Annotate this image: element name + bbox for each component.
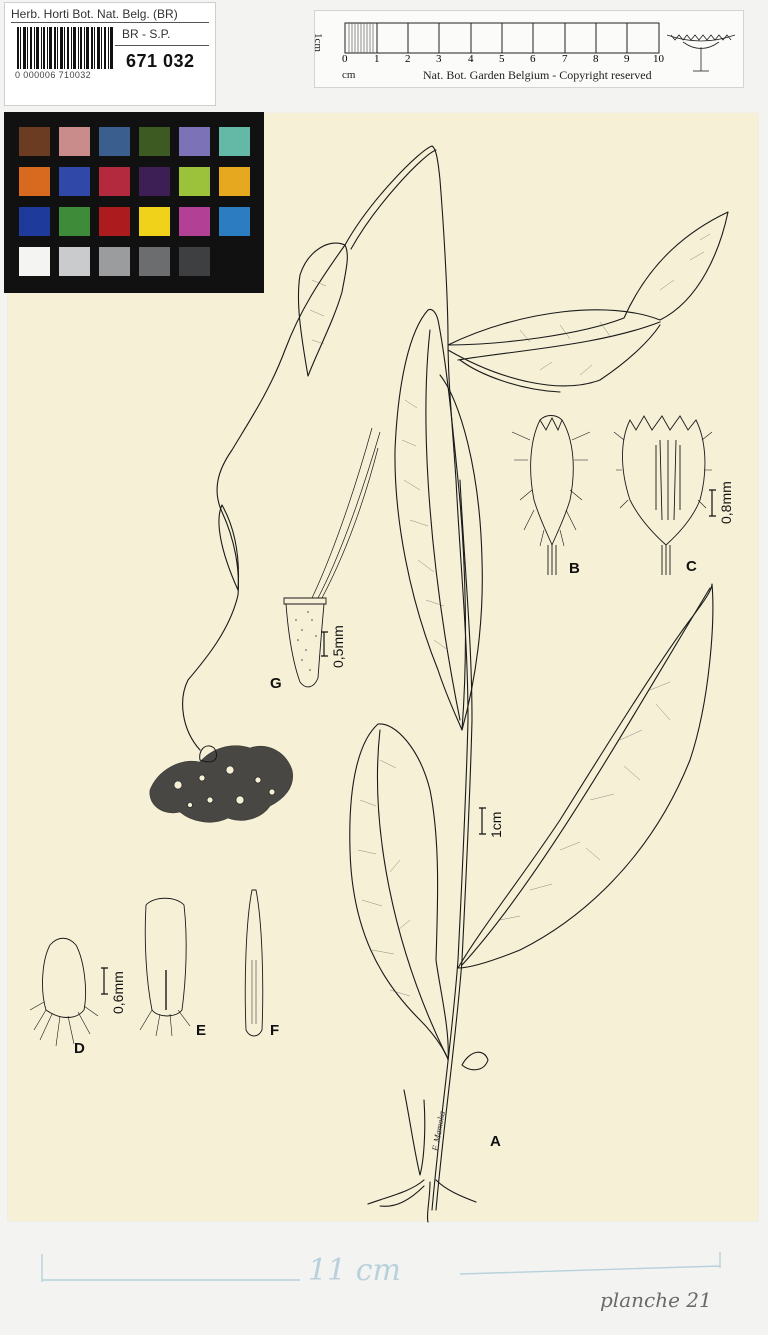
root-mass: [150, 746, 293, 823]
tick-label: 6: [530, 53, 536, 65]
plate-note: planche 21: [600, 1288, 712, 1312]
achene-g-stipple: [295, 611, 317, 671]
flower-b-drawing: [512, 416, 590, 576]
root-detail-e-drawing: [140, 898, 190, 1036]
leaf-upper-tall: [395, 309, 466, 730]
leaf-venation: [310, 234, 710, 996]
roots: [368, 1180, 476, 1222]
tick-label: 2: [405, 53, 411, 65]
leaf-lower-left: [350, 724, 448, 1060]
leaf-upper-right: [448, 212, 728, 345]
scale-label-main: 1cm: [488, 811, 504, 838]
figure-label-d: D: [74, 1040, 85, 1057]
scale-unit-rotated: 1cm: [312, 33, 324, 52]
barcode-digits: 0 000006 710032: [15, 70, 92, 80]
figure-label-f: F: [270, 1022, 280, 1039]
tick-label: 8: [593, 53, 599, 65]
root-detail-d-drawing: [30, 938, 98, 1046]
figure-label-a: A: [490, 1133, 501, 1150]
terminal-bud: [298, 243, 347, 376]
scale-label-d: 0,6mm: [110, 971, 126, 1014]
herbarium-title: Herb. Horti Bot. Nat. Belg. (BR): [11, 7, 178, 21]
tick-label: 5: [499, 53, 505, 65]
scale-unit-label: cm: [342, 69, 356, 81]
main-stem: [432, 146, 468, 1210]
scale-label-c: 0,8mm: [718, 481, 734, 524]
tick-label: 4: [468, 53, 474, 65]
peduncle-leaf: [219, 505, 239, 590]
basal-sheath: [404, 1090, 425, 1175]
figure-label-c: C: [686, 558, 697, 575]
tick-label: 0: [342, 53, 348, 65]
leaf-sheath-upper: [440, 375, 482, 730]
collection-code: BR - S.P.: [122, 27, 171, 41]
tick-label: 1: [374, 53, 380, 65]
tick-label: 9: [624, 53, 630, 65]
scale-label-g: 0,5mm: [330, 625, 346, 668]
basal-bud: [462, 1052, 488, 1070]
figure-label-b: B: [569, 560, 580, 577]
tick-label: 3: [436, 53, 442, 65]
root-detail-f-drawing: [245, 890, 263, 1036]
artist-signature: F. Mamoka: [430, 1110, 447, 1152]
leaf-mid-right: [458, 584, 713, 968]
tick-label: 10: [653, 53, 664, 65]
length-note: 11 cm: [308, 1253, 401, 1288]
tick-label: 7: [562, 53, 568, 65]
specimen-number: 671 032: [126, 51, 195, 71]
figure-label-e: E: [196, 1022, 207, 1039]
flower-c-drawing: [614, 416, 712, 575]
figure-label-g: G: [270, 675, 282, 692]
copyright-notice: Nat. Bot. Garden Belgium - Copyright reserved: [423, 68, 652, 82]
